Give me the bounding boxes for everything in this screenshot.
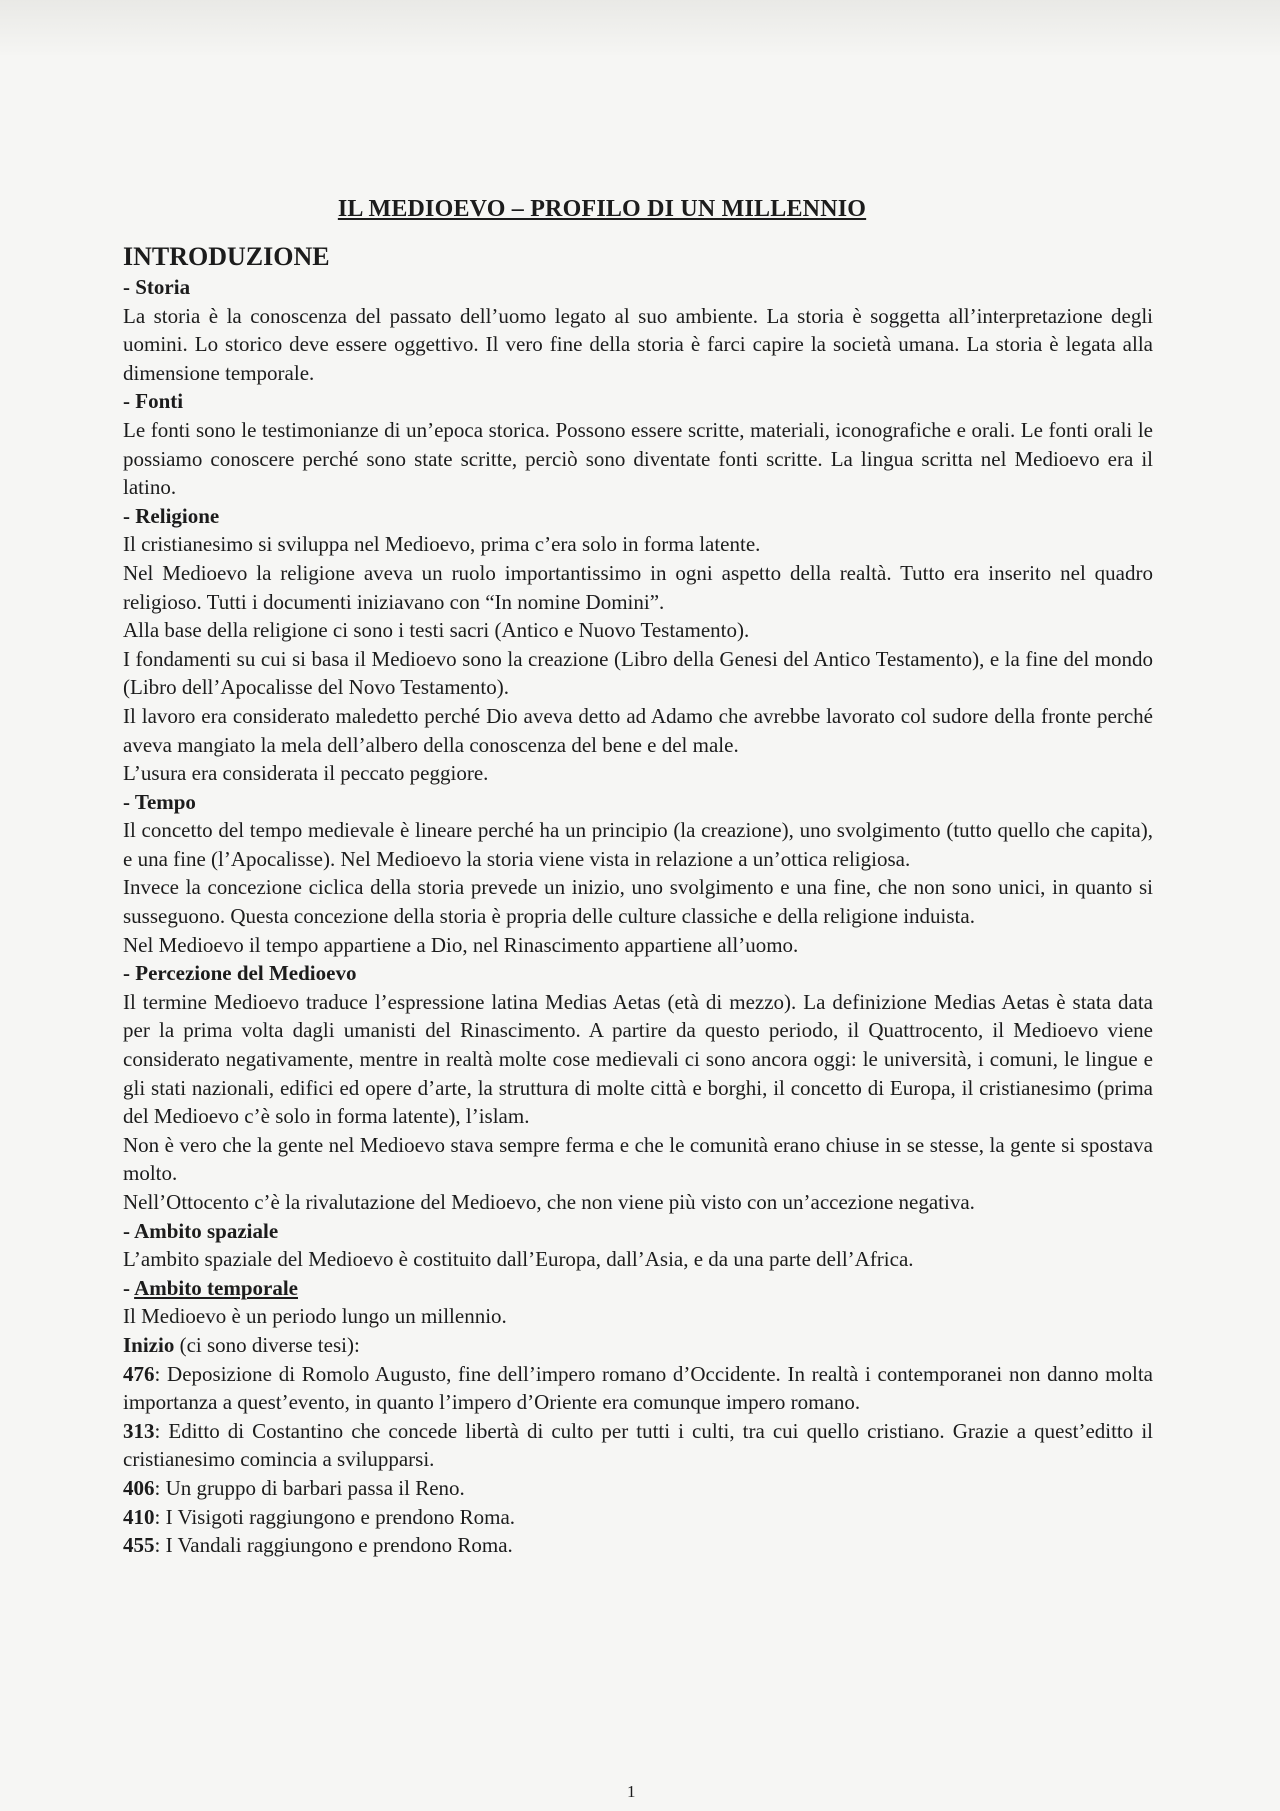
paragraph-percezione-2: Non è vero che la gente nel Medioevo stava sempre ferma e che le comunità erano chiuse in se stesse, la gente si spostava molto.	[123, 1132, 1153, 1186]
paragraph-tempo-3: Nel Medioevo il tempo appartiene a Dio, nel Rinascimento appartiene all’uomo.	[123, 932, 799, 957]
paragraph-percezione-3: Nell’Ottocento c’è la rivalutazione del Medioevo, che non viene più visto con un’accezione negativa.	[123, 1190, 975, 1214]
timeline-event	[123, 1360, 1153, 1417]
inizio-text: (ci sono diverse tesi):	[174, 1332, 360, 1357]
event-text: : I Vandali raggiungono e prendono Roma.	[154, 1533, 513, 1558]
heading-tempo: - Tempo	[123, 789, 196, 814]
document-body	[123, 196, 1153, 1560]
event-text: : I Visigoti raggiungono e prendono Roma.	[154, 1504, 516, 1529]
paragraph-religione-6: L’usura era considerata il peccato peggiore.	[123, 761, 489, 786]
heading-ambito-temporale	[123, 1274, 1153, 1303]
paragraph-religione-1: Il cristianesimo si sviluppa nel Medioevo, prima c’era solo in forma latente.	[123, 532, 761, 557]
event-year: 410	[123, 1504, 155, 1529]
event-text: : Deposizione di Romolo Augusto, fine dell’impero romano d’Occidente. In realtà i contemporanei non danno molta importanza a quest’evento, in quanto l’impero d’Oriente era comunque impero romano.	[123, 1361, 1153, 1415]
event-year: 406	[123, 1475, 155, 1500]
paragraph-percezione-1: Il termine Medioevo traduce l’espressione latina Medias Aetas (età di mezzo). La definizione Medias Aetas è stata data per la prima volta dagli umanisti del Rinascimento. A partire da questo periodo, il Quattrocento, il Medioevo viene considerato negativamente, mentre in realtà molte cose medievali ci sono ancora oggi: le università, i comuni, le lingue e gli stati nazionali, edifici ed opere d’arte, la struttura di molte città e borghi, il concetto di Europa, il cristianesimo (prima del Medioevo c’è solo in forma latente), l’islam.	[123, 989, 1153, 1129]
timeline-event	[123, 1417, 1153, 1474]
paragraph-tempo-1: Il concetto del tempo medievale è lineare perché ha un principio (la creazione), uno svolgimento (tutto quello che capita), e una fine (l’Apocalisse). Nel Medioevo la storia viene vista in relazione a un’ottica religiosa.	[123, 818, 1153, 871]
event-year: 476	[123, 1361, 155, 1386]
heading-storia: - Storia	[123, 275, 191, 299]
document-title: IL MEDIOEVO – PROFILO DI UN MILLENNIO	[337, 196, 867, 222]
paragraph-ambito-spaziale: L’ambito spaziale del Medioevo è costituito dall’Europa, dall’Asia, e da una parte dell’Africa.	[123, 1247, 914, 1272]
page-number: 1	[627, 1782, 636, 1801]
heading-ambito-temporale-text: Ambito temporale	[134, 1275, 298, 1300]
section-heading-introduzione: INTRODUZIONE	[123, 242, 330, 271]
paragraph-temporale-1: Il Medioevo è un periodo lungo un millennio.	[123, 1304, 507, 1329]
paragraph-religione-3: Alla base della religione ci sono i testi sacri (Antico e Nuovo Testamento).	[123, 618, 750, 643]
heading-ambito-spaziale: - Ambito spaziale	[123, 1218, 279, 1243]
paragraph-tempo-2: Invece la concezione ciclica della storia prevede un inizio, uno svolgimento e una fine, che non sono unici, in quanto si susseguono. Questa concezione della storia è propria delle culture classiche e della religione induista.	[123, 875, 1153, 929]
paragraph-religione-2: Nel Medioevo la religione aveva un ruolo importantissimo in ogni aspetto della realtà. Tutto era inserito nel quadro religioso. Tutti i documenti iniziavano con “In nomine Domini”.	[123, 560, 1153, 614]
paragraph-fonti: Le fonti sono le testimonianze di un’epoca storica. Possono essere scritte, materiali, iconografiche e orali. Le fonti orali le possiamo conoscere perché sono state scritte, perciò sono diventate fonti scritte. La lingua scritta nel Medioevo era il latino.	[123, 417, 1153, 500]
heading-fonti: - Fonti	[123, 389, 184, 414]
heading-religione: - Religione	[123, 503, 220, 528]
event-text: : Editto di Costantino che concede libertà di culto per tutti i culti, tra cui quello cristiano. Grazie a quest’editto il cristianesimo comincia a svilupparsi.	[123, 1418, 1153, 1472]
heading-percezione: - Percezione del Medioevo	[123, 961, 357, 986]
timeline-event	[123, 1531, 1153, 1560]
paragraph-storia: La storia è la conoscenza del passato dell’uomo legato al suo ambiente. La storia è soggetta all’interpretazione degli uomini. Lo storico deve essere oggettivo. Il vero fine della storia è farci capire la società umana. La storia è legata alla dimensione temporale.	[123, 303, 1153, 385]
inizio-label: Inizio	[123, 1332, 175, 1357]
paragraph-religione-5: Il lavoro era considerato maledetto perché Dio aveva detto ad Adamo che avrebbe lavorato col sudore della fronte perché aveva mangiato la mela dell’albero della conoscenza del bene e del male.	[123, 703, 1153, 757]
timeline-event	[123, 1474, 1153, 1503]
event-text: : Un gruppo di barbari passa il Reno.	[154, 1475, 465, 1500]
scan-edge-shadow	[0, 0, 1280, 58]
timeline-event	[123, 1503, 1153, 1532]
heading-dash: -	[123, 1275, 135, 1300]
event-year: 313	[123, 1418, 155, 1443]
paragraph-inizio	[123, 1331, 1153, 1360]
event-year: 455	[123, 1533, 155, 1558]
paragraph-religione-4: I fondamenti su cui si basa il Medioevo sono la creazione (Libro della Genesi del Antico Testamento), e la fine del mondo (Libro dell’Apocalisse del Novo Testamento).	[123, 646, 1153, 700]
